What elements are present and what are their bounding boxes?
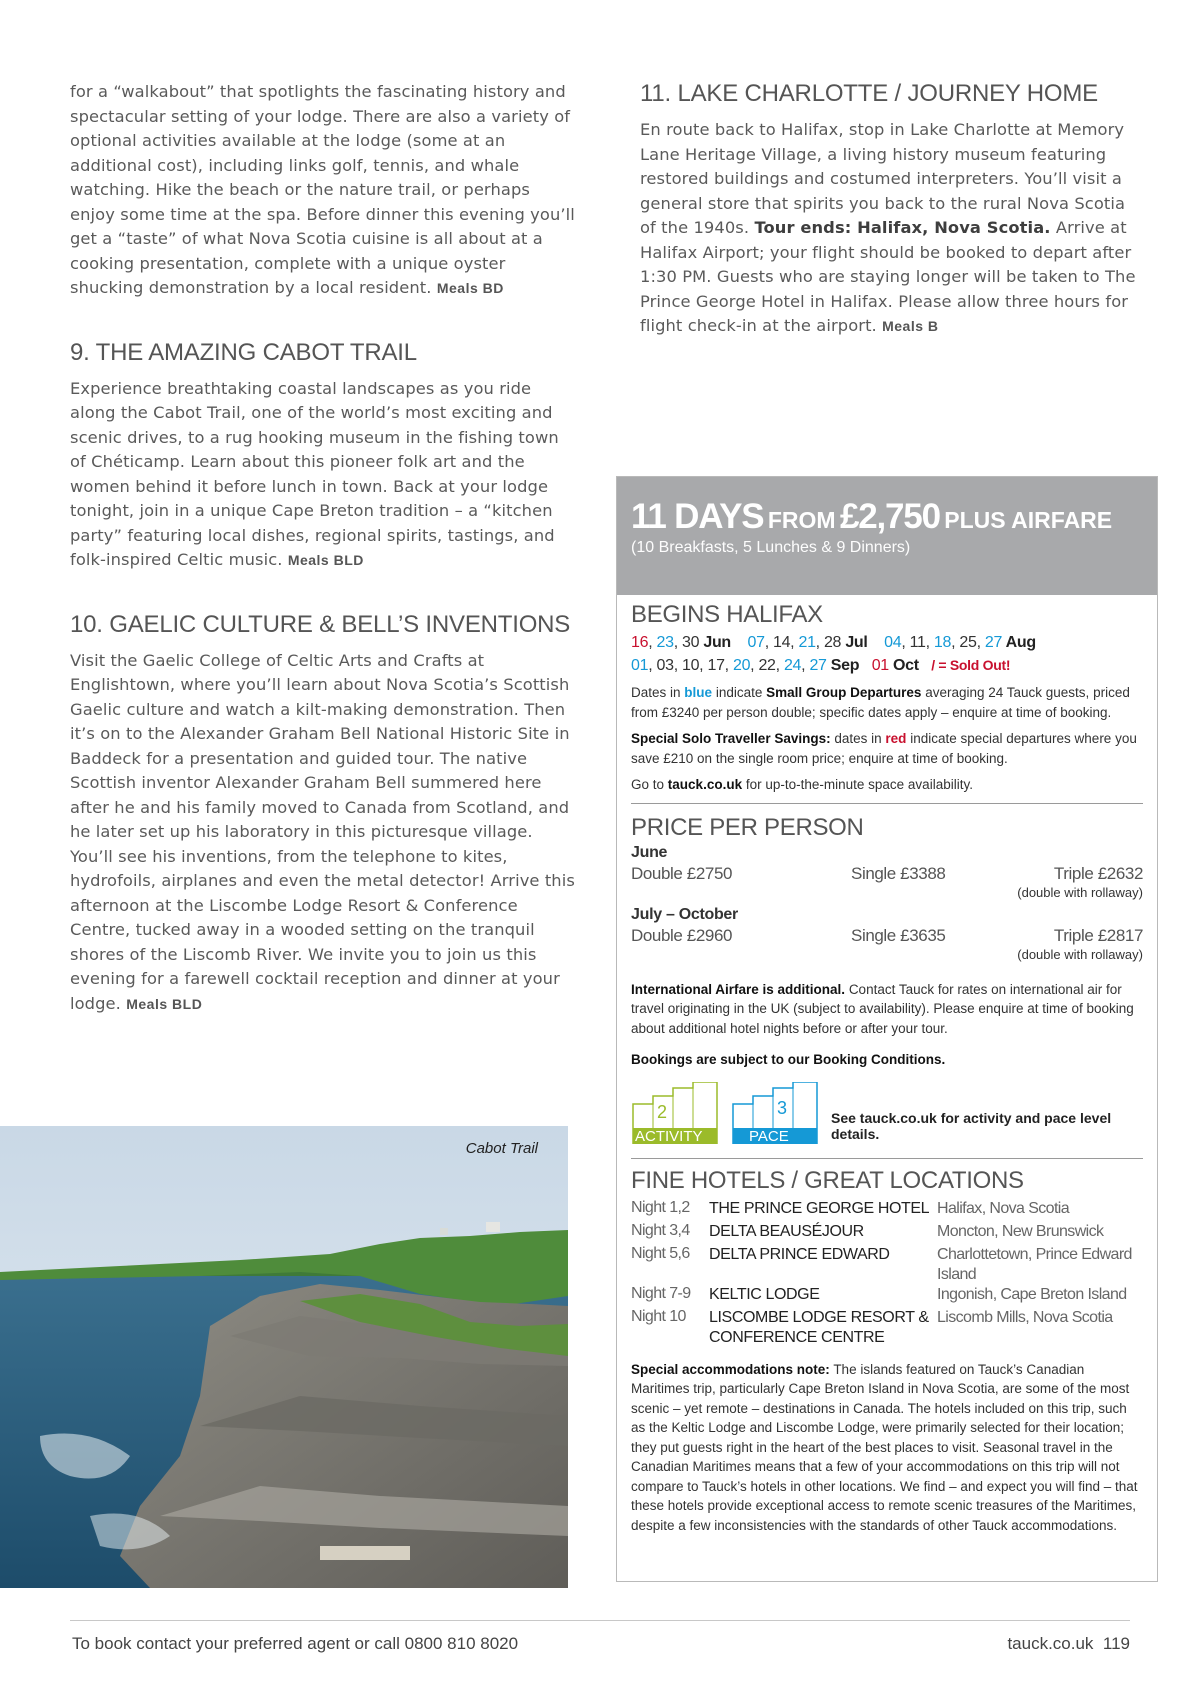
- availability-note: Go to tauck.co.uk for up-to-the-minute space availability.: [631, 777, 973, 792]
- date-text: [919, 657, 931, 674]
- date-small-group: 21: [798, 634, 816, 651]
- footer-site-page: [1007, 1634, 1130, 1654]
- booking-conditions: Bookings are subject to our Booking Conditions.: [631, 1052, 946, 1067]
- date-small-group: 20: [732, 657, 751, 674]
- hotels-list: [631, 1199, 1143, 1350]
- price-single: Single £3635: [851, 925, 946, 945]
- hotel-row: [631, 1245, 1143, 1285]
- hotel-name: KELTIC LODGE: [709, 1285, 820, 1303]
- date-small-group: 01: [631, 657, 649, 674]
- date-small-group: 07: [747, 634, 765, 651]
- website[interactable]: tauck.co.uk: [1007, 1634, 1094, 1653]
- date-text: , 25,: [951, 634, 985, 651]
- date-text: [859, 657, 871, 674]
- meals-code: Meals BLD: [287, 552, 364, 568]
- sold-out-legend: / = Sold Out!: [931, 657, 1011, 673]
- hotel-nights: Night 1,2: [631, 1198, 690, 1216]
- date-small-group: 27: [809, 657, 827, 674]
- date-text: [868, 634, 885, 651]
- begins-heading: BEGINS HALIFAX: [631, 601, 823, 628]
- meals-code: Meals BLD: [126, 995, 203, 1012]
- tauck-link[interactable]: tauck.co.uk: [667, 777, 743, 792]
- meals-code: Meals B: [882, 318, 939, 334]
- hotel-row: [631, 1285, 1143, 1308]
- hotel-nights: Night 5,6: [631, 1244, 690, 1262]
- date-text: ,: [648, 634, 657, 651]
- hotel-location: Ingonish, Cape Breton Island: [937, 1285, 1127, 1303]
- hotel-location: Moncton, New Brunswick: [937, 1222, 1104, 1240]
- left-column: [70, 80, 578, 1016]
- hotel-nights: Night 10: [631, 1307, 686, 1325]
- date-text: ,: [801, 657, 810, 674]
- hotel-location: Liscomb Mills, Nova Scotia: [937, 1308, 1113, 1326]
- photo-caption: Cabot Trail: [465, 1140, 538, 1157]
- date-text: , 11,: [901, 634, 934, 651]
- small-group-note: Dates in blue indicate Small Group Departures averaging 24 Tauck guests, priced from £3240 per person double; specific dates apply – enquire at time of booking.: [631, 685, 1130, 720]
- rollaway-note: (double with rollaway): [1017, 884, 1143, 900]
- price-double: Double £2960: [631, 925, 733, 945]
- departure-dates-line-1: [631, 631, 1143, 654]
- divider: [631, 1158, 1143, 1159]
- day10-text: Visit the Gaelic College of Celtic Arts and Crafts at Englishtown, where you’ll learn about Nova Scotia’s Scottish Gaelic culture and watch a kilt-making demonstration. Then it’s on to the Alexander Graham Bell National Historic Site in Baddeck for a presentation and guided tour. The native Scottish inventor Alexander Graham Bell summered here after he and his family moved to Canada from Scotland, and he later set up his laboratory in this picturesque village. You’ll see his inventions, from the telephone to kites, hydrofoils, airplanes and even the metal detector! Arrive this afternoon at the Liscombe Lodge Resort & Conference Centre, tucked away in a wooded setting on the tranquil shores of the Liscomb River. We invite you to join us this evening for a farewell cocktail reception and dinner at your lodge. Meals BLD: [70, 650, 575, 1013]
- day9-text: Experience breathtaking coastal landscapes as you ride along the Cabot Trail, one of the world’s most exciting and scenic drives, to a rug hooking museum in the fishing town of Chéticamp. Learn about this pioneer folk art and the women behind it before lunch in town. Back at your lodge tonight, join in a unique Cape Breton tradition – a “kitchen party” featuring local dishes, regional spirits, tastings, and folk-inspired Celtic music. Meals BLD: [70, 378, 559, 569]
- price-period-june: June: [631, 843, 668, 861]
- day11-text: En route back to Halifax, stop in Lake Charlotte at Memory Lane Heritage Village, a living history museum featuring restored buildings and costumed interpreters. You’ll visit a general store that spirits you back to the rural Nova Scotia of the 1940s. Tour ends: Halifax, Nova Scotia. Arrive at Halifax Airport; your flight should be booked to depart after 1:30 PM. Guests who are staying longer will be taken to The Prince George Hotel in Halifax. Please allow three hours for flight check-in at the airport. Meals B: [640, 120, 1136, 335]
- price-header: [617, 477, 1157, 595]
- price-row-june: [631, 864, 1143, 885]
- date-text: [731, 634, 748, 651]
- level-details-note: See tauck.co.uk for activity and pace level details.: [831, 1109, 1112, 1142]
- hotel-name: THE PRINCE GEORGE HOTEL: [709, 1199, 930, 1217]
- hotel-nights: Night 7-9: [631, 1284, 691, 1302]
- hotel-row: [631, 1222, 1143, 1245]
- divider: [631, 803, 1143, 804]
- date-small-group: 24: [783, 657, 802, 674]
- price-triple: Triple £2817: [1053, 925, 1143, 945]
- date-text: , 03, 10, 17,: [648, 657, 733, 674]
- booking-contact: To book contact your preferred agent or call 0800 810 8020: [72, 1634, 519, 1653]
- price-double: Double £2750: [631, 863, 733, 883]
- date-small-group: 18: [933, 634, 952, 651]
- hotel-location: Halifax, Nova Scotia: [937, 1199, 1070, 1217]
- hotel-row: [631, 1308, 1143, 1350]
- pace-level-icon: [731, 1082, 821, 1148]
- day9-heading: 9. THE AMAZING CABOT TRAIL: [70, 338, 417, 366]
- hotel-name: LISCOMBE LODGE RESORT & CONFERENCE CENTRE: [709, 1308, 929, 1346]
- activity-level-number: 2: [657, 1101, 668, 1122]
- departure-dates-line-2: [631, 654, 1143, 677]
- price-triple: Triple £2632: [1053, 863, 1143, 883]
- pace-label: PACE: [749, 1127, 789, 1145]
- day10-heading: 10. GAELIC CULTURE & BELL’S INVENTIONS: [70, 610, 571, 638]
- date-month: Oct: [888, 657, 919, 674]
- tour-ends-text: Tour ends: Halifax, Nova Scotia.: [754, 218, 1051, 237]
- date-text: , 30: [673, 634, 704, 651]
- price-row-july-october: [631, 926, 1143, 947]
- hotel-location: Charlottetown, Prince Edward Island: [937, 1245, 1132, 1283]
- special-accommodations-note: Special accommodations note: The islands featured on Tauck’s Canadian Maritimes trip, particularly Cape Breton Island in Nova Scotia, are some of the most scenic – yet remote – destinations in Canada. The hotels included on this trip, such as the Keltic Lodge and Liscombe Lodge, were primarily selected for their location; they put guests right in the heart of the best places to visit. Seasonal travel in the Canadian Maritimes means that a few of your accommodations on this trip will not compare to Tauck’s hotels in other locations. We find – and expect you will find – that these hotels provide exceptional access to remote scenic treasures of the Maritimes, despite a few inconsistencies with the standards of other Tauck accommodations.: [631, 1361, 1138, 1533]
- solo-savings-note: Special Solo Traveller Savings: dates in red indicate special departures where you save £210 on the single room price; enquire at time of booking.: [631, 731, 1137, 766]
- date-solo-departure: 16: [631, 634, 649, 651]
- rollaway-note: (double with rollaway): [1017, 946, 1143, 962]
- date-month: Jun: [703, 634, 731, 651]
- activity-level-icon: [631, 1082, 721, 1148]
- price-single: Single £3388: [851, 863, 946, 883]
- date-small-group: 04: [884, 634, 902, 651]
- meals-code: Meals BD: [436, 280, 504, 296]
- date-small-group: 23: [656, 634, 674, 651]
- date-text: , 14,: [764, 634, 799, 651]
- footer-divider: [70, 1620, 1130, 1621]
- date-month: Jul: [845, 634, 868, 651]
- day11-heading: 11. LAKE CHARLOTTE / JOURNEY HOME: [640, 80, 1098, 107]
- date-text: , 22,: [750, 657, 784, 674]
- hotels-heading: FINE HOTELS / GREAT LOCATIONS: [631, 1166, 1024, 1194]
- activity-pace-levels: [631, 1082, 1143, 1146]
- right-column: [640, 80, 1140, 339]
- hotel-row: [631, 1199, 1143, 1222]
- price-period-july-october: July – October: [631, 905, 738, 923]
- hotel-nights: Night 3,4: [631, 1221, 690, 1239]
- date-text: , 28: [815, 634, 846, 651]
- page-number: 119: [1102, 1634, 1130, 1653]
- airfare-note: International Airfare is additional. Contact Tauck for rates on international air for travel originating in the UK (subject to availability). Please enquire at time of booking about additional hotel nights before or after your tour.: [631, 981, 1134, 1036]
- price-heading: PRICE PER PERSON: [631, 813, 864, 841]
- date-month: Sep: [826, 657, 860, 674]
- hotel-name: DELTA BEAUSÉJOUR: [709, 1222, 864, 1240]
- day8-continued-text: for a “walkabout” that spotlights the fascinating history and spectacular setting of your lodge. There are also a variety of optional activities available at the lodge (some at an additional cost), including links golf, tennis, and whale watching. Hike the beach or the nature trail, or perhaps enjoy some time at the spa. Before dinner this evening you’ll get a “taste” of what Nova Scotia cuisine is all about at a cooking presentation, complete with a unique oyster shucking demonstration by a local resident. Meals BD: [70, 82, 575, 297]
- date-solo-departure: 01: [871, 657, 889, 674]
- headline-price: 11 DAYS FROM £2,750 PLUS AIRFARE: [631, 497, 1113, 536]
- tour-info-panel: [616, 476, 1158, 1582]
- date-small-group: 27: [984, 634, 1003, 651]
- date-month: Aug: [1002, 634, 1036, 651]
- pace-level-number: 3: [777, 1097, 788, 1118]
- activity-label: ACTIVITY: [635, 1127, 703, 1145]
- hotel-name: DELTA PRINCE EDWARD: [709, 1245, 890, 1263]
- cabot-trail-photo: [0, 1126, 568, 1588]
- meals-summary: (10 Breakfasts, 5 Lunches & 9 Dinners): [631, 539, 911, 556]
